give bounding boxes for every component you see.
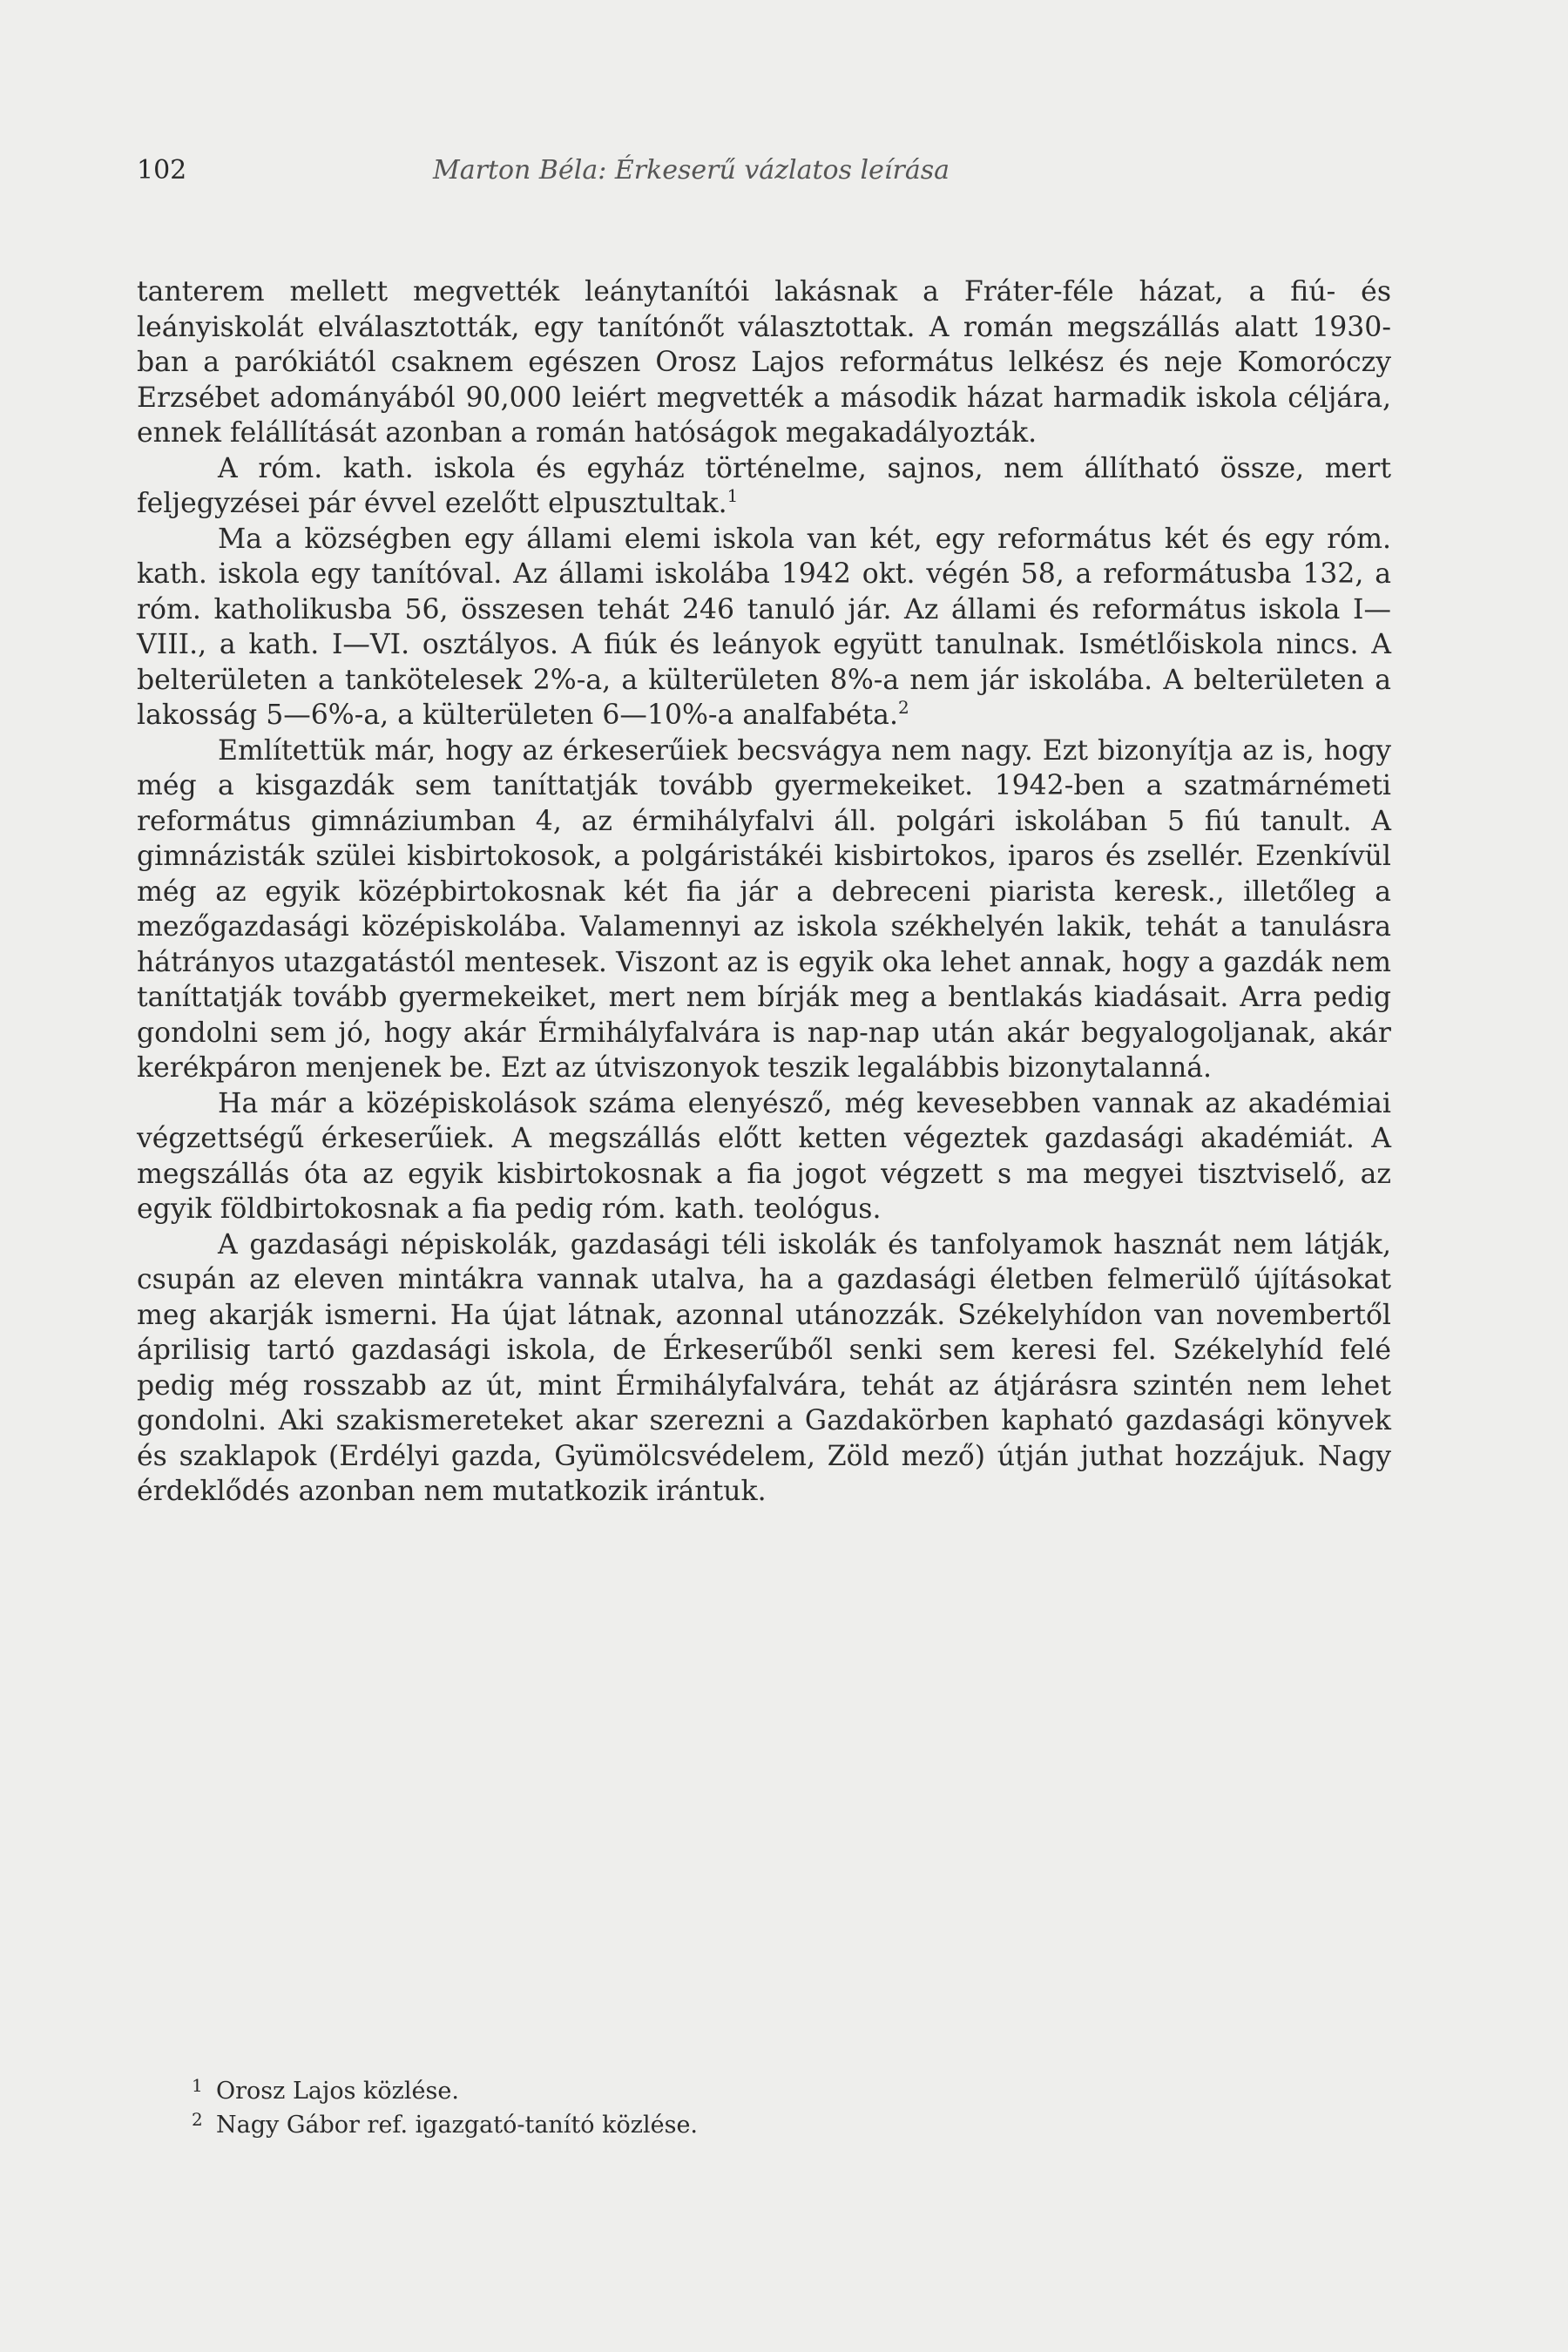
body-text	[137, 274, 1391, 1510]
paragraph: Ma a községben egy állami elemi iskola van két, egy református két és egy róm. kath. iskola egy tanítóval. Az állami iskolába 1942 okt. végén 58, a reformátusba 132, a róm. katholikusba 56, összesen tehát 246 tanuló jár. Az állami és református iskola I—VIII., a kath. I—VI. osztályos. A fiúk és leányok együtt tanulnak. Ismétlőiskola nincs. A belterületen a tankötelesek 2%-a, a külterületen 8%-a nem jár iskolába. A belterületen a lakosság 5—6%-a, a külterületen 6—10%-a analfabéta.$^2$	[137, 523, 1391, 731]
footnotes	[192, 2072, 1324, 2139]
paragraph: A róm. kath. iskola és egyház történelme, sajnos, nem állítható össze, mert feljegyzései pár évvel ezelőtt elpusztultak.$^1$	[137, 452, 1391, 519]
paragraph: Ha már a középiskolások száma elenyésző, még kevesebben vannak az akadémiai végzettségű érkeserűiek. A megszállás előtt ketten végeztek gazdasági akadémiát. A megszállás óta az egyik kisbirtokosnak a fia jogot végzett s ma megyei tisztviselő, az egyik földbirtokosnak a fia pedig róm. kath. teológus.	[137, 1087, 1391, 1225]
footnote	[192, 2072, 1324, 2105]
paragraph: tanterem mellett megvették leánytanítói lakásnak a Fráter-féle házat, a fiú- és leányiskolát elválasztották, egy tanítónőt választottak. A román megszállás alatt 1930-ban a parókiától csaknem egészen Orosz Lajos református lelkész és neje Komoróczy Erzsébet adományából 90,000 leiért megvették a második házat harmadik iskola céljára, ennek felállítását azonban a román hatóságok megakadályozták.	[137, 276, 1391, 449]
footnote-mark: 2	[192, 2109, 203, 2130]
footnote-text: Orosz Lajos közlése.	[216, 2078, 459, 2105]
footnote-ref: 2	[897, 697, 909, 718]
page-number: 102	[137, 155, 187, 186]
footnote-ref: 1	[727, 485, 739, 506]
page-header	[137, 155, 1431, 190]
running-title: Marton Béla: Érkeserű vázlatos leírása	[433, 155, 950, 186]
paragraph: A gazdasági népiskolák, gazdasági téli iskolák és tanfolyamok hasznát nem látják, csupán az eleven mintákra vannak utalva, ha a gazdasági életben felmerülő újításokat meg akarják ismerni. Ha újat látnak, azonnal utánozzák. Székelyhídon van novembertől áprilisig tartó gazdasági iskola, de Érkeserűből senki sem keresi fel. Székelyhíd felé pedig még rosszabb az út, mint Érmihályfalvára, tehát az átjárásra szintén nem lehet gondolni. Aki szakismereteket akar szerezni a Gazdakörben kapható gazdasági könyvek és szaklapok (Erdélyi gazda, Gyümölcsvédelem, Zöld mező) útján juthat hozzájuk. Nagy érdeklődés azonban nem mutatkozik irántuk.	[137, 1228, 1391, 1507]
paragraph: Említettük már, hogy az érkeserűiek becsvágya nem nagy. Ezt bizonyítja az is, hogy még a kisgazdák sem taníttatják tovább gyermekeiket. 1942-ben a szatmárnémeti református gimnáziumban 4, az érmihályfalvi áll. polgári iskolában 5 fiú tanult. A gimnázisták szülei kisbirtokosok, a polgáristákéi kisbirtokos, iparos és zsellér. Ezenkívül még az egyik középbirtokosnak két fia jár a debreceni piarista keresk., illetőleg a mezőgazdasági középiskolába. Valamennyi az iskola székhelyén lakik, tehát a tanulásra hátrányos utazgatástól mentesek. Viszont az is egyik oka lehet annak, hogy a gazdák nem taníttatják tovább gyermekeiket, mert nem bírják meg a bentlakás kiadásait. Arra pedig gondolni sem jó, hogy akár Érmihályfalvára is nap-nap után akár begyalogoljanak, akár kerékpáron menjenek be. Ezt az útviszonyok teszik legalábbis bizonytalanná.	[137, 734, 1391, 1084]
footnote-mark: 1	[192, 2075, 203, 2096]
footnote-text: Nagy Gábor ref. igazgató-tanító közlése.	[216, 2112, 698, 2139]
footnote	[192, 2105, 1324, 2139]
